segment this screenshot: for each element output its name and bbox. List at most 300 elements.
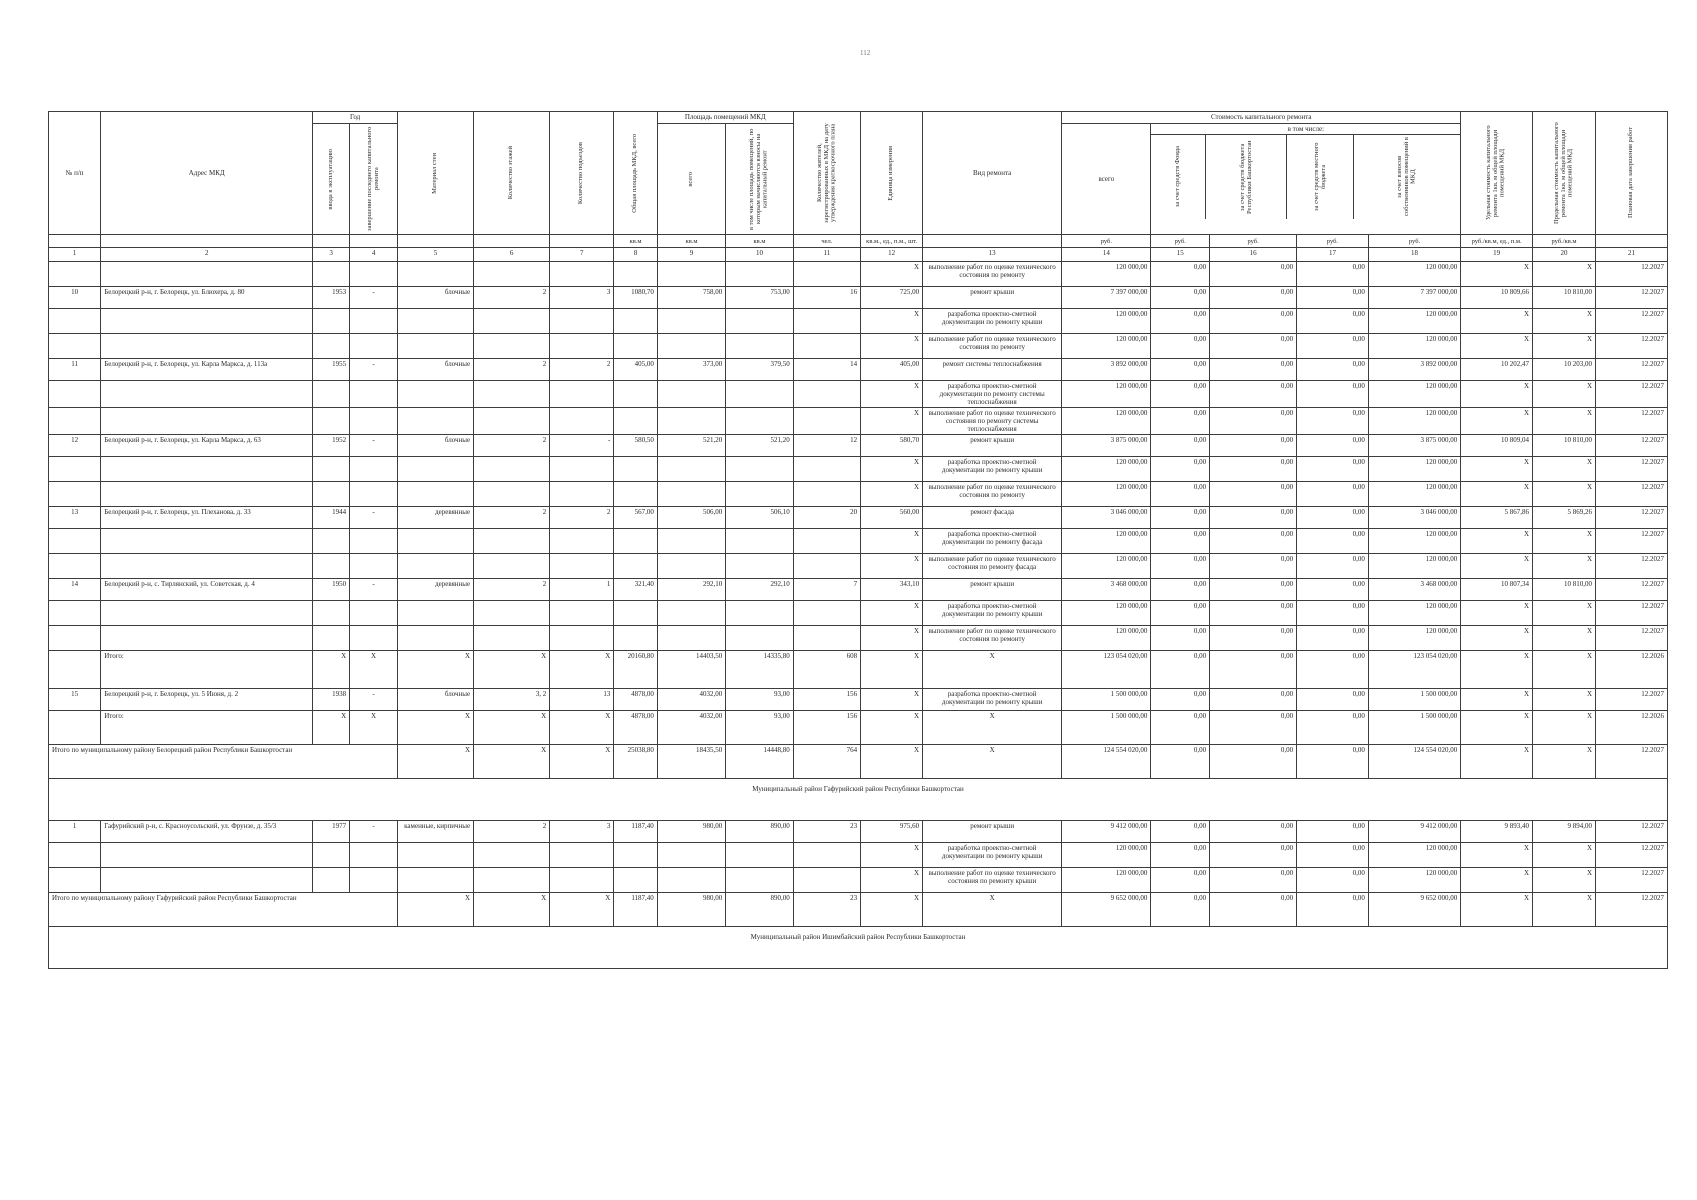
cell-max: X xyxy=(1533,626,1596,651)
cell-last: - xyxy=(350,689,398,711)
cell-date: 12.2027 xyxy=(1596,381,1668,408)
cell-last xyxy=(350,554,398,579)
column-number: 1 xyxy=(49,248,101,262)
header-year-group: Год xyxy=(313,112,398,124)
cell-floors xyxy=(474,843,550,868)
repair-plan-table xyxy=(48,111,1668,969)
cell-npp xyxy=(49,309,101,334)
cell-spec: 9 893,40 xyxy=(1461,821,1533,843)
column-number: 12 xyxy=(861,248,923,262)
cell-total: 120 000,00 xyxy=(1062,868,1151,893)
municipality-total-label: Итого по муниципальному району Гафурийский район Республики Башкортостан xyxy=(49,893,398,927)
header-year-last-repair: завершение последнего капитального ремонта xyxy=(365,126,380,232)
section-header-row xyxy=(49,779,1668,821)
cell-entr: X xyxy=(550,651,614,689)
cell-spec: 10 809,66 xyxy=(1461,287,1533,309)
cell-area xyxy=(614,262,657,287)
cell-area xyxy=(614,482,657,507)
cell-entr: X xyxy=(550,745,614,779)
cell-rep: 0,00 xyxy=(1210,359,1297,381)
cell-last: - xyxy=(350,821,398,843)
cell-unit: X xyxy=(861,482,923,507)
cell-spec: X xyxy=(1461,843,1533,868)
cell-fund: 0,00 xyxy=(1151,262,1210,287)
cell-spec: X xyxy=(1461,381,1533,408)
table-subrow xyxy=(49,381,1668,408)
cell-rep: 0,00 xyxy=(1210,843,1297,868)
table-subrow xyxy=(49,334,1668,359)
cell-addr xyxy=(101,408,313,435)
cell-loc: 0,00 xyxy=(1297,554,1369,579)
cell-last: X xyxy=(350,711,398,745)
unit-cell-empty xyxy=(101,235,313,248)
cell-entr: 2 xyxy=(550,507,614,529)
cell-max: 10 810,00 xyxy=(1533,287,1596,309)
cell-prem xyxy=(657,601,725,626)
cell-spec: X xyxy=(1461,262,1533,287)
cell-rep: 0,00 xyxy=(1210,262,1297,287)
cell-own: 120 000,00 xyxy=(1368,262,1460,287)
cell-total: 120 000,00 xyxy=(1062,843,1151,868)
cell-fund: 0,00 xyxy=(1151,689,1210,711)
cell-addr xyxy=(101,843,313,868)
cell-area xyxy=(614,626,657,651)
table-row xyxy=(49,507,1668,529)
cell-own: 120 000,00 xyxy=(1368,408,1460,435)
cell-area xyxy=(614,601,657,626)
cell-unit: 580,70 xyxy=(861,435,923,457)
cell-rep: 0,00 xyxy=(1210,381,1297,408)
cell-fund: 0,00 xyxy=(1151,457,1210,482)
section-title: Муниципальный район Гафурийский район Республики Башкортостан xyxy=(49,779,1668,821)
cell-npp: 14 xyxy=(49,579,101,601)
table-subrow xyxy=(49,408,1668,435)
cell-fund: 0,00 xyxy=(1151,626,1210,651)
cell-material: X xyxy=(398,651,474,689)
cell-year: 1952 xyxy=(313,435,350,457)
table-subrow xyxy=(49,601,1668,626)
cell-unit: X xyxy=(861,529,923,554)
cell-date: 12.2027 xyxy=(1596,359,1668,381)
cell-rep: 0,00 xyxy=(1210,529,1297,554)
column-number: 16 xyxy=(1210,248,1297,262)
cell-loc: 0,00 xyxy=(1297,711,1369,745)
cell-entr xyxy=(550,554,614,579)
cell-floors: 2 xyxy=(474,507,550,529)
cell-date: 12.2027 xyxy=(1596,893,1668,927)
cell-npp xyxy=(49,381,101,408)
cell-own: 1 500 000,00 xyxy=(1368,711,1460,745)
cell-material xyxy=(398,408,474,435)
cell-area xyxy=(614,529,657,554)
cell-last xyxy=(350,381,398,408)
cell-unit: X xyxy=(861,689,923,711)
cell-own: 120 000,00 xyxy=(1368,457,1460,482)
cell-material xyxy=(398,843,474,868)
cell-entr xyxy=(550,381,614,408)
table-row xyxy=(49,821,1668,843)
cell-unit: X xyxy=(861,457,923,482)
cell-total: 3 875 000,00 xyxy=(1062,435,1151,457)
cell-addr xyxy=(101,457,313,482)
cell-max: X xyxy=(1533,381,1596,408)
cell-prem: 521,20 xyxy=(657,435,725,457)
cell-unit: X xyxy=(861,309,923,334)
cell-entr: X xyxy=(550,711,614,745)
cell-year xyxy=(313,529,350,554)
cell-resid: 16 xyxy=(793,287,860,309)
cell-unit: X xyxy=(861,408,923,435)
cell-addr: Белорецкий р-н, с. Тирлянский, ул. Советская, д. 4 xyxy=(101,579,313,601)
header-residents: Количество жителей, зарегистрированных в МКД на дату утверждения краткосрочного плана xyxy=(815,123,837,223)
cell-date: 12.2027 xyxy=(1596,334,1668,359)
column-number: 18 xyxy=(1368,248,1460,262)
cell-entr xyxy=(550,529,614,554)
cell-entr xyxy=(550,457,614,482)
cell-addr: Белорецкий р-н, г. Белорецк, ул. Карла Маркса, д. 113а xyxy=(101,359,313,381)
header-cost-total: всего xyxy=(1062,124,1151,235)
cell-rep: 0,00 xyxy=(1210,457,1297,482)
cell-entr: 1 xyxy=(550,579,614,601)
cell-fund: 0,00 xyxy=(1151,601,1210,626)
cell-owned xyxy=(726,334,793,359)
header-total-area: Общая площадь МКД, всего xyxy=(631,133,639,213)
cell-fund: 0,00 xyxy=(1151,579,1210,601)
cell-entr: 3 xyxy=(550,821,614,843)
cell-floors xyxy=(474,601,550,626)
cell-fund: 0,00 xyxy=(1151,381,1210,408)
cell-loc: 0,00 xyxy=(1297,262,1369,287)
cell-loc: 0,00 xyxy=(1297,626,1369,651)
cell-owned xyxy=(726,868,793,893)
cell-unit: X xyxy=(861,262,923,287)
cell-npp: 15 xyxy=(49,689,101,711)
cell-material: блочные xyxy=(398,435,474,457)
header-cost-group: Стоимость капитального ремонта xyxy=(1062,112,1461,124)
cell-max: X xyxy=(1533,893,1596,927)
cell-loc: 0,00 xyxy=(1297,579,1369,601)
cell-npp xyxy=(49,626,101,651)
column-number: 17 xyxy=(1297,248,1369,262)
cell-npp xyxy=(49,457,101,482)
header-cost-republic: за счет средств бюджета Республики Башкортостан xyxy=(1238,140,1253,214)
cell-prem xyxy=(657,529,725,554)
cell-work: ремонт крыши xyxy=(923,435,1062,457)
cell-own: 120 000,00 xyxy=(1368,626,1460,651)
cell-area xyxy=(614,868,657,893)
cell-loc: 0,00 xyxy=(1297,745,1369,779)
column-number: 8 xyxy=(614,248,657,262)
cell-own: 9 652 000,00 xyxy=(1368,893,1460,927)
cell-unit: X xyxy=(861,868,923,893)
cell-work: разработка проектно-сметной документации по ремонту фасада xyxy=(923,529,1062,554)
header-premises-group: Площадь помещений МКД xyxy=(657,112,793,124)
cell-total: 9 412 000,00 xyxy=(1062,821,1151,843)
column-number: 19 xyxy=(1461,248,1533,262)
cell-owned: 14448,80 xyxy=(726,745,793,779)
cell-rep: 0,00 xyxy=(1210,579,1297,601)
cell-spec: X xyxy=(1461,626,1533,651)
cell-work: ремонт крыши xyxy=(923,821,1062,843)
cell-addr xyxy=(101,529,313,554)
cell-owned: 93,00 xyxy=(726,711,793,745)
unit-cell: руб./кв.м, ед., п.м. xyxy=(1461,235,1533,248)
cell-total: 120 000,00 xyxy=(1062,554,1151,579)
cell-year xyxy=(313,601,350,626)
subtotal-row xyxy=(49,711,1668,745)
cell-last xyxy=(350,334,398,359)
cell-spec: X xyxy=(1461,893,1533,927)
cell-year xyxy=(313,309,350,334)
header-year-commission: ввода в эксплуатацию xyxy=(326,148,334,210)
cell-unit: X xyxy=(861,651,923,689)
table-subrow xyxy=(49,482,1668,507)
cell-area: 4878,00 xyxy=(614,689,657,711)
cell-loc: 0,00 xyxy=(1297,868,1369,893)
cell-owned: 14335,80 xyxy=(726,651,793,689)
cell-last: - xyxy=(350,435,398,457)
cell-year xyxy=(313,457,350,482)
unit-cell: руб. xyxy=(1210,235,1297,248)
cell-loc: 0,00 xyxy=(1297,334,1369,359)
cell-entr xyxy=(550,262,614,287)
column-number: 13 xyxy=(923,248,1062,262)
cell-prem: 4032,00 xyxy=(657,689,725,711)
cell-area: 580,50 xyxy=(614,435,657,457)
cell-owned xyxy=(726,309,793,334)
column-number: 3 xyxy=(313,248,350,262)
cell-area xyxy=(614,843,657,868)
cell-npp xyxy=(49,554,101,579)
cell-work: выполнение работ по оценке технического состояния по ремонту xyxy=(923,334,1062,359)
cell-rep: 0,00 xyxy=(1210,334,1297,359)
cell-unit: X xyxy=(861,711,923,745)
table-row xyxy=(49,287,1668,309)
cell-prem xyxy=(657,457,725,482)
column-number: 20 xyxy=(1533,248,1596,262)
cell-floors xyxy=(474,381,550,408)
cell-work: выполнение работ по оценке технического состояния по ремонту системы теплоснабжения xyxy=(923,408,1062,435)
cell-unit: 725,00 xyxy=(861,287,923,309)
cell-material: деревянные xyxy=(398,579,474,601)
cell-fund: 0,00 xyxy=(1151,435,1210,457)
cell-owned: 379,50 xyxy=(726,359,793,381)
cell-work: X xyxy=(923,711,1062,745)
cell-npp xyxy=(49,408,101,435)
table-subrow xyxy=(49,868,1668,893)
cell-floors: 2 xyxy=(474,579,550,601)
cell-spec: X xyxy=(1461,334,1533,359)
cell-loc: 0,00 xyxy=(1297,435,1369,457)
cell-loc: 0,00 xyxy=(1297,893,1369,927)
table-subrow xyxy=(49,843,1668,868)
header-cost-owners: за счет взносов собственников помещений в МКД xyxy=(1396,137,1417,217)
cell-fund: 0,00 xyxy=(1151,529,1210,554)
cell-work: выполнение работ по оценке технического состояния по ремонту крыши xyxy=(923,868,1062,893)
cell-work: X xyxy=(923,893,1062,927)
column-number: 6 xyxy=(474,248,550,262)
unit-cell-empty xyxy=(474,235,550,248)
cell-max: 9 894,00 xyxy=(1533,821,1596,843)
repair-plan-table-sheet xyxy=(48,111,1668,969)
cell-rep: 0,00 xyxy=(1210,821,1297,843)
cell-material xyxy=(398,309,474,334)
units-row xyxy=(49,235,1668,248)
column-number: 7 xyxy=(550,248,614,262)
table-row xyxy=(49,689,1668,711)
cell-work: X xyxy=(923,651,1062,689)
cell-material: каменные, кирпичные xyxy=(398,821,474,843)
cell-date: 12.2027 xyxy=(1596,457,1668,482)
cell-rep: 0,00 xyxy=(1210,408,1297,435)
table-row xyxy=(49,359,1668,381)
cell-max: X xyxy=(1533,554,1596,579)
cell-floors xyxy=(474,626,550,651)
cell-entr xyxy=(550,601,614,626)
section-header-row xyxy=(49,927,1668,969)
cell-fund: 0,00 xyxy=(1151,554,1210,579)
cell-total: 1 500 000,00 xyxy=(1062,689,1151,711)
header-cost-fund: за счет средств Фонда xyxy=(1173,146,1181,208)
table-row xyxy=(49,579,1668,601)
cell-addr xyxy=(101,601,313,626)
table-subrow xyxy=(49,529,1668,554)
cell-entr xyxy=(550,334,614,359)
cell-rep: 0,00 xyxy=(1210,482,1297,507)
cell-work: разработка проектно-сметной документации по ремонту крыши xyxy=(923,457,1062,482)
cell-resid xyxy=(793,843,860,868)
cell-year xyxy=(313,868,350,893)
cell-addr xyxy=(101,626,313,651)
cell-loc: 0,00 xyxy=(1297,507,1369,529)
cell-max: X xyxy=(1533,457,1596,482)
unit-cell: руб. xyxy=(1368,235,1460,248)
municipality-total-row xyxy=(49,893,1668,927)
cell-owned xyxy=(726,457,793,482)
cell-prem: 980,00 xyxy=(657,821,725,843)
cell-own: 120 000,00 xyxy=(1368,868,1460,893)
cell-rep: 0,00 xyxy=(1210,893,1297,927)
cell-max: 10 810,00 xyxy=(1533,435,1596,457)
column-number: 11 xyxy=(793,248,860,262)
cell-date: 12.2027 xyxy=(1596,843,1668,868)
cell-addr: Белорецкий р-н, г. Белорецк, ул. Блюхера, д. 80 xyxy=(101,287,313,309)
cell-material xyxy=(398,482,474,507)
cell-loc: 0,00 xyxy=(1297,287,1369,309)
subtotal-label: Итого: xyxy=(101,711,313,745)
cell-resid: 764 xyxy=(793,745,860,779)
cell-total: 123 054 020,00 xyxy=(1062,651,1151,689)
cell-floors: 2 xyxy=(474,359,550,381)
cell-resid xyxy=(793,529,860,554)
cell-own: 120 000,00 xyxy=(1368,334,1460,359)
header-max-cost: Предельная стоимость капитального ремонта 1кв. м общей площади помещений МКД xyxy=(1552,122,1574,224)
cell-addr xyxy=(101,868,313,893)
cell-unit: 343,10 xyxy=(861,579,923,601)
cell-total: 120 000,00 xyxy=(1062,482,1151,507)
cell-unit: X xyxy=(861,381,923,408)
cell-year: X xyxy=(313,651,350,689)
header-entrances: Количество подъездов xyxy=(577,141,585,205)
section-title: Муниципальный район Ишимбайский район Республики Башкортостан xyxy=(49,927,1668,969)
cell-total: 120 000,00 xyxy=(1062,408,1151,435)
cell-npp xyxy=(49,601,101,626)
unit-cell: кв.м xyxy=(614,235,657,248)
cell-fund: 0,00 xyxy=(1151,893,1210,927)
cell-year: 1955 xyxy=(313,359,350,381)
cell-owned xyxy=(726,408,793,435)
cell-area xyxy=(614,457,657,482)
cell-total: 124 554 020,00 xyxy=(1062,745,1151,779)
cell-total: 3 046 000,00 xyxy=(1062,507,1151,529)
cell-floors: 2 xyxy=(474,287,550,309)
cell-work: X xyxy=(923,745,1062,779)
cell-last xyxy=(350,626,398,651)
cell-rep: 0,00 xyxy=(1210,601,1297,626)
cell-unit: X xyxy=(861,893,923,927)
cell-unit: 405,00 xyxy=(861,359,923,381)
cell-npp xyxy=(49,529,101,554)
cell-spec: X xyxy=(1461,745,1533,779)
cell-prem: 292,10 xyxy=(657,579,725,601)
cell-rep: 0,00 xyxy=(1210,651,1297,689)
cell-max: X xyxy=(1533,843,1596,868)
cell-prem: 4032,00 xyxy=(657,711,725,745)
cell-last: - xyxy=(350,579,398,601)
cell-material xyxy=(398,529,474,554)
cell-fund: 0,00 xyxy=(1151,843,1210,868)
cell-year: 1953 xyxy=(313,287,350,309)
cell-entr: 2 xyxy=(550,359,614,381)
cell-own: 3 468 000,00 xyxy=(1368,579,1460,601)
table-subrow xyxy=(49,626,1668,651)
cell-fund: 0,00 xyxy=(1151,821,1210,843)
cell-unit: X xyxy=(861,554,923,579)
cell-date: 12.2027 xyxy=(1596,309,1668,334)
cell-date: 12.2027 xyxy=(1596,482,1668,507)
unit-cell-empty xyxy=(923,235,1062,248)
cell-floors xyxy=(474,482,550,507)
unit-cell: руб. xyxy=(1062,235,1151,248)
cell-total: 120 000,00 xyxy=(1062,334,1151,359)
cell-resid: 20 xyxy=(793,507,860,529)
column-number: 10 xyxy=(726,248,793,262)
cell-rep: 0,00 xyxy=(1210,554,1297,579)
table-subrow xyxy=(49,309,1668,334)
cell-entr: X xyxy=(550,893,614,927)
cell-year: 1977 xyxy=(313,821,350,843)
cell-floors xyxy=(474,334,550,359)
header-premises-total: всего xyxy=(687,171,695,187)
cell-spec: 10 809,04 xyxy=(1461,435,1533,457)
table-header xyxy=(49,112,1668,262)
cell-own: 120 000,00 xyxy=(1368,601,1460,626)
cell-npp xyxy=(49,334,101,359)
cell-addr xyxy=(101,334,313,359)
cell-max: X xyxy=(1533,601,1596,626)
cell-owned xyxy=(726,262,793,287)
cell-total: 3 892 000,00 xyxy=(1062,359,1151,381)
cell-owned: 506,10 xyxy=(726,507,793,529)
cell-total: 120 000,00 xyxy=(1062,626,1151,651)
cell-loc: 0,00 xyxy=(1297,843,1369,868)
cell-loc: 0,00 xyxy=(1297,359,1369,381)
cell-npp: 10 xyxy=(49,287,101,309)
cell-unit: 560,00 xyxy=(861,507,923,529)
cell-npp: 13 xyxy=(49,507,101,529)
cell-year xyxy=(313,482,350,507)
cell-spec: X xyxy=(1461,309,1533,334)
